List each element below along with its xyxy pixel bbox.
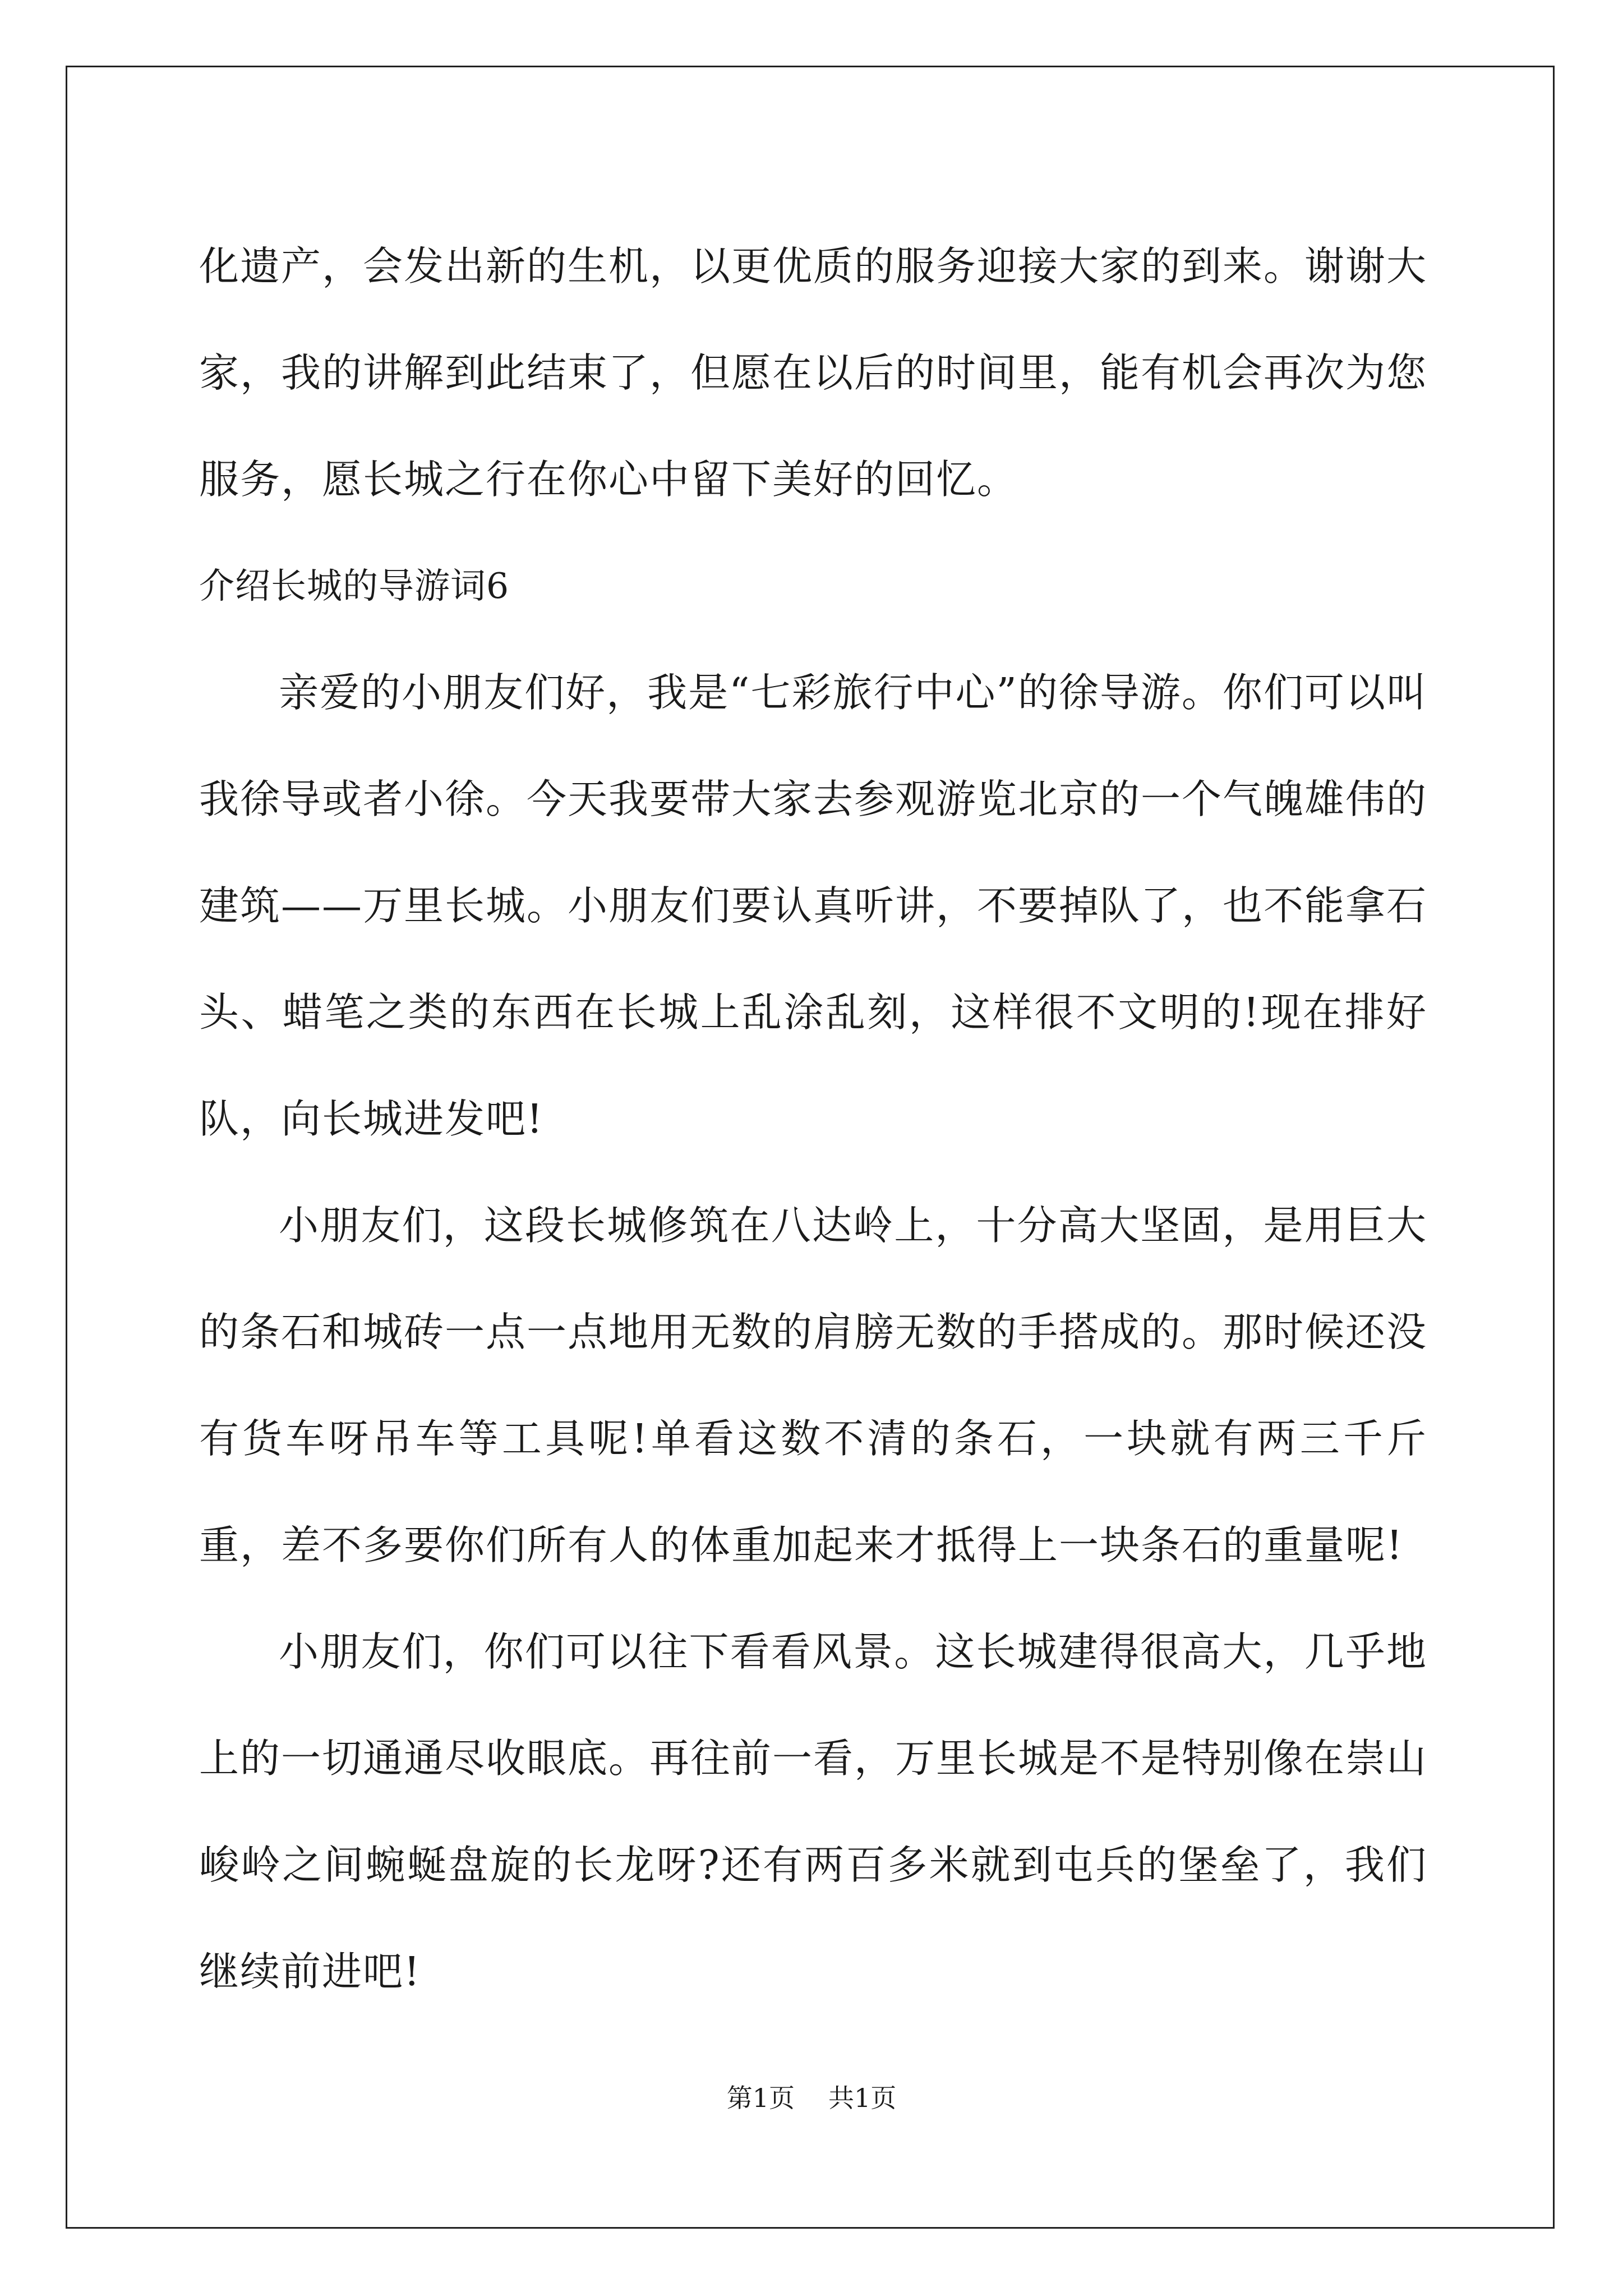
paragraph-closing: 化遗产，会发出新的生机，以更优质的服务迎接大家的到来。谢谢大家，我的讲解到此结束了，但愿在以后的时间里，能有机会再次为您服务，愿长城之行在你心中留下美好的回忆。 [199,243,1428,503]
page-total: 共1页 [828,2083,897,2113]
paragraph-scenery: 小朋友们，你们可以往下看看风景。这长城建得很高大，几乎地上的一切通通尽收眼底。再往前一看，万里长城是不是特别像在崇山峻岭之间蜿蜒盘旋的长龙呀?还有两百多米就到屯兵的堡垒了，我们继续前进吧! [199,1628,1428,1995]
document-body [199,213,1427,2025]
section-heading: 介绍长城的导游词6 [199,565,510,606]
paragraph-badaling: 小朋友们，这段长城修筑在八达岭上，十分高大坚固，是用巨大的条石和城砖一点一点地用无数的肩膀无数的手搭成的。那时候还没有货车呀吊车等工具呢!单看这数不清的条石，一块就有两三千斤重，差不多要你们所有人的体重加起来才抵得上一块条石的重量呢! [199,1202,1428,1568]
page-number: 第1页 [726,2083,795,2113]
page-footer [0,2081,1623,2115]
paragraph-intro: 亲爱的小朋友们好，我是“七彩旅行中心”的徐导游。你们可以叫我徐导或者小徐。今天我要带大家去参观游览北京的一个气魄雄伟的建筑——万里长城。小朋友们要认真听讲，不要掉队了，也不能拿石头、蜡笔之类的东西在长城上乱涂乱刻，这样很不文明的!现在排好队，向长城进发吧! [199,669,1428,1142]
